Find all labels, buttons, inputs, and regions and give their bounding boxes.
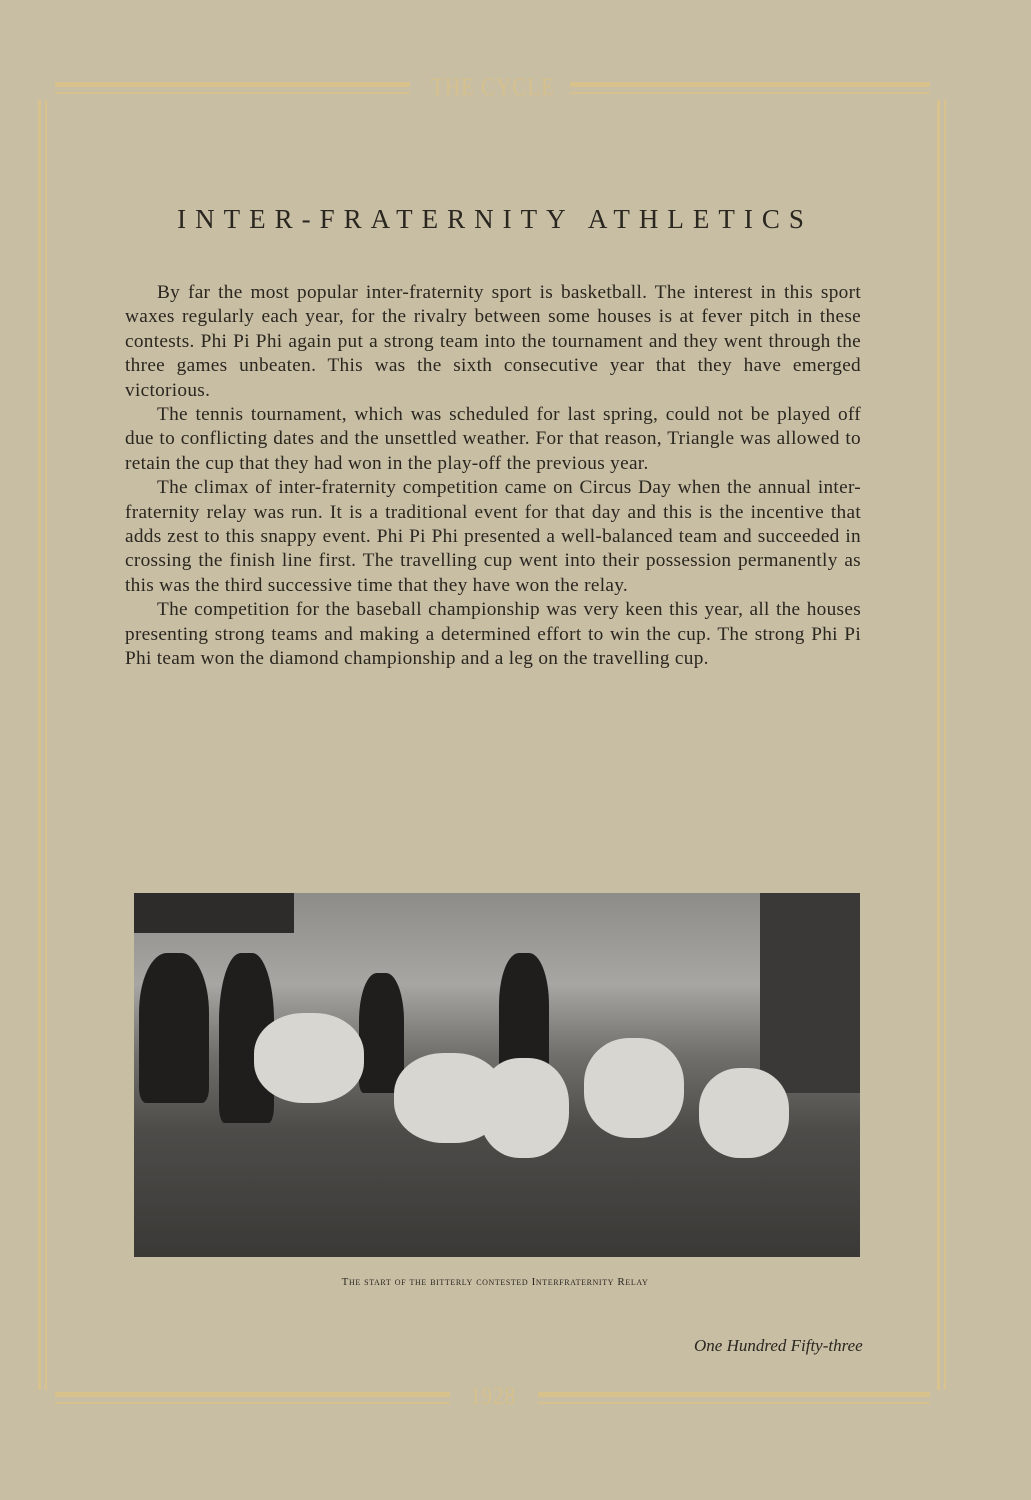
relay-photo [134, 893, 860, 1257]
paragraph: The tennis tournament, which was scheduled for last spring, could not be played off due to conflicting dates and the unsettled weather. For that reason, Triangle was allowed to retain the cup that they had won in the play-off the previous year. [125, 404, 861, 474]
running-title: THE CYCLE [430, 74, 555, 101]
article-title: INTER-FRATERNITY ATHLETICS [177, 204, 813, 234]
page-border-left [38, 100, 47, 1390]
header-rule-left [55, 82, 410, 94]
article-body [125, 281, 861, 672]
photo-caption: The start of the bitterly contested Interfraternity Relay [341, 1276, 649, 1288]
footer-year: 1928 [470, 1383, 516, 1410]
paragraph: The competition for the baseball championship was very keen this year, all the houses presenting strong teams and making a determined effort to win the cup. The strong Phi Pi Phi team won the diamond championship and a leg on the travelling cup. [125, 599, 861, 670]
paragraph: By far the most popular inter-fraternity sport is basketball. The interest in this sport waxes regularly each year, for the rivalry between some houses is at fever pitch in these contests. Phi Pi Phi again put a strong team into the tournament and they went through the three games unbeaten. This was the sixth consecutive year that they have emerged victorious. [125, 282, 861, 401]
paragraph: The climax of inter-fraternity competition came on Circus Day when the annual inter-fraternity relay was run. It is a traditional event for that day and this is the incentive that adds zest to this snappy event. Phi Pi Phi presented a well-balanced team and succeeded in crossing the finish line first. The travelling cup went into their possession permanently as this was the third successive time that they have won the relay. [125, 477, 861, 596]
page-number: One Hundred Fifty-three [694, 1336, 863, 1355]
header-rule-right [570, 82, 930, 94]
page-border-right [937, 100, 946, 1390]
footer-rule-right [538, 1392, 930, 1404]
footer-rule-left [55, 1392, 450, 1404]
